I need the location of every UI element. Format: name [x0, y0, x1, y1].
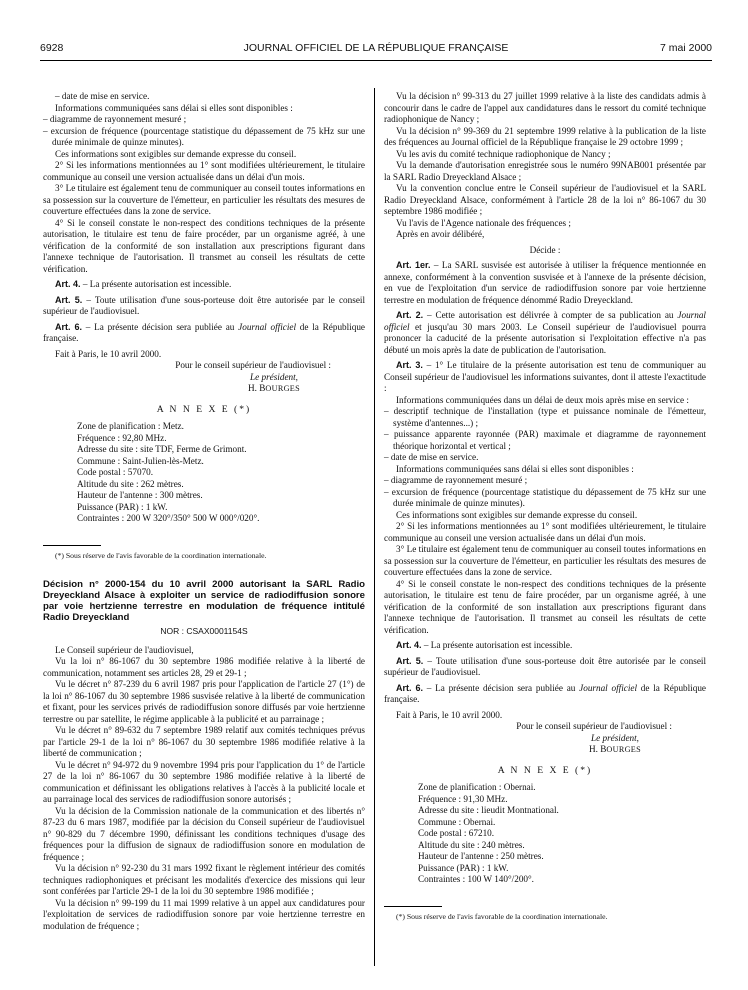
article-3: Art. 3. – 1° Le titulaire de la présente autorisation est tenu de communiquer au Conseil supérieur de l'audiovisuel les informations suivantes, dont il atteste l'exactitude :	[384, 360, 706, 393]
paragraph: Informations communiquées sans délai si elles sont disponibles :	[396, 463, 634, 474]
vu-paragraph: Vu la demande d'autorisation enregistrée sous le numéro 99NAB001 présentée par la SARL Radio Dreyeckland Alsace ;	[384, 160, 706, 182]
paragraph: 4° Si le conseil constate le non-respect des conditions techniques de la présente autorisation, le titulaire est tenu de faire procéder, par un organisme agréé, à une vérification de la conformité de son installation aux prescriptions figurant dans l'annexe technique de l'autorisation. Il transmet au conseil les résultats de cette vérification.	[43, 217, 365, 274]
annex-line: Hauteur de l'antenne : 300 mètres.	[77, 490, 203, 500]
paragraph: Informations communiquées dans un délai de deux mois après mise en service :	[396, 394, 689, 405]
vu-paragraph: Vu le décret n° 87-239 du 6 avril 1987 pris pour l'application de l'article 27 (1°) de la loi n° 86-1067 du 30 septembre 1986 susvisée relative à la liberté de communication et fixant, pour les services privés de radiodiffusion sonore diffusés par voie hertzienne terrestre ou par satellite, le régime applicable à la publicité et au parrainage ;	[43, 679, 365, 724]
page-header	[40, 42, 712, 56]
vu-paragraph: Vu la décision n° 92-230 du 31 mars 1992 fixant le règlement intérieur des comités techniques radiophoniques et précisant les modalités d'exercice des missions qui leur sont conférées par l'article 29-1 de la loi du 30 septembre 1986 modifiée ;	[43, 863, 365, 897]
vu-paragraph: Vu la décision n° 99-199 du 11 mai 1999 relative à un appel aux candidatures pour l'exploitation de services de radiodiffusion sonore par voie hertzienne terrestre en modulation de fréquence ;	[43, 897, 365, 931]
signature-for: Pour le conseil supérieur de l'audiovisuel :	[175, 360, 331, 370]
annex-details	[384, 782, 706, 886]
paragraph: Informations communiquées sans délai si elles sont disponibles :	[55, 102, 293, 113]
article-2: Art. 2. – Cette autorisation est délivrée à compter de sa publication au Journal officiel et jusqu'au 30 mars 2003. Le Conseil supérieur de l'audiovisuel pourra prononcer la caducité de la présente autorisation si l'exploitation effective n'a pas débuté un mois après la date de publication de l'autorisation.	[384, 310, 706, 355]
list-item: – descriptif technique de l'installation (type et puissance nominale de l'émetteur, système d'antennes...) ;	[384, 406, 706, 428]
article-6: Art. 6. – La présente décision sera publiée au Journal officiel de la République française.	[43, 321, 365, 343]
annex-line: Altitude du site : 240 mètres.	[418, 839, 525, 850]
list-item: – diagramme de rayonnement mesuré ;	[384, 475, 528, 485]
annex-line: Puissance (PAR) : 1 kW.	[77, 501, 168, 512]
vu-paragraph: Vu la loi n° 86-1067 du 30 septembre 1986 modifiée relative à la liberté de communication, notamment ses articles 28, 29 et 29-1 ;	[43, 656, 365, 678]
paragraph: – date de mise en service.	[55, 91, 150, 101]
annex-heading: A N N E X E (*)	[156, 403, 252, 415]
vu-paragraph: Vu la décision n° 99-369 du 21 septembre 1999 relative à la publication de la liste des fréquences au Journal officiel de la République française le 29 octobre 1999 ;	[384, 125, 706, 147]
decide-heading: Décide :	[529, 244, 561, 255]
annex-line: Contraintes : 100 W 140°/200°.	[418, 874, 534, 884]
paragraph: Le Conseil supérieur de l'audiovisuel,	[55, 644, 194, 655]
nor-reference: NOR : CSAX0001154S	[160, 626, 248, 637]
annex-line: Zone de planification : Obernai.	[418, 782, 536, 792]
paragraph: 3° Le titulaire est également tenu de communiquer au conseil toutes informations en sa possession sur la couverture de l'émetteur, en particulier les résultats des mesures de couverture effectuées dans la zone de service.	[384, 544, 706, 577]
paragraph: 2° Si les informations mentionnées au 1° sont modifiées ultérieurement, le titulaire communique au conseil une version actualisée dans un délai d'un mois.	[384, 521, 706, 543]
column-divider	[374, 88, 375, 966]
signature-for: Pour le conseil supérieur de l'audiovisuel :	[516, 721, 672, 731]
issue-date: 7 mai 2000	[660, 42, 712, 54]
paragraph: 2° Si les informations mentionnées au 1° sont modifiées ultérieurement, le titulaire communique au conseil une version actualisée dans un délai d'un mois.	[43, 160, 365, 182]
left-column	[43, 91, 365, 932]
list-item: – excursion de fréquence (pourcentage statistique du dépassement de 75 kHz sur une durée minimale de quinze minutes).	[384, 486, 706, 508]
article-4: Art. 4. – La présente autorisation est incessible.	[396, 640, 573, 650]
signature-title: Le président,	[591, 732, 639, 743]
paragraph: Ces informations sont exigibles sur demande expresse du conseil.	[396, 509, 638, 520]
vu-paragraph: Vu la décision n° 99-313 du 27 juillet 1999 relative à la liste des candidats admis à concourir dans le cadre de l'appel aux candidatures dans le ressort du comité technique radiophonique de Nancy ;	[384, 91, 706, 124]
annex-line: Code postal : 57070.	[77, 467, 154, 477]
vu-paragraph: Vu la convention conclue entre le Conseil supérieur de l'audiovisuel et la SARL Radio Dreyeckland Alsace, conformément à l'article 28 de la loi n° 86-1067 du 30 septembre 1986 modifiée ;	[384, 183, 706, 216]
vu-paragraph: Vu la décision de la Commission nationale de la communication et des libertés n° 87-23 du 6 mars 1987, modifiée par la décision du Conseil supérieur de l'audiovisuel n° 90-829 du 7 décembre 1990, définissant les conditions techniques d'usage des fréquences pour la diffusion de signaux de radiodiffusion sonore en modulation de fréquence ;	[43, 805, 365, 862]
vu-paragraph: Après en avoir délibéré,	[396, 229, 485, 239]
annex-line: Hauteur de l'antenne : 250 mètres.	[418, 851, 544, 861]
annex-line: Adresse du site : site TDF, Ferme de Grimont.	[77, 444, 247, 454]
article-6: Art. 6. – La présente décision sera publiée au Journal officiel de la République française.	[384, 682, 706, 704]
fait-line: Fait à Paris, le 10 avril 2000.	[396, 709, 503, 720]
footnote-rule	[43, 545, 101, 546]
list-item: – diagramme de rayonnement mesuré ;	[43, 114, 187, 124]
vu-paragraph: Vu l'avis de l'Agence nationale des fréquences ;	[396, 217, 571, 228]
annex-line: Commune : Obernai.	[418, 816, 496, 827]
footnote: (*) Sous réserve de l'avis favorable de la coordination internationale.	[55, 550, 267, 560]
article-1: Art. 1er. – La SARL susvisée est autorisée à utiliser la fréquence mentionnée en annexe, conformément à la convention susvisée et à l'annexe de la présente décision, en vue de l'exploitation d'un service de radiodiffusion sonore par voie hertzienne terrestre en modulation de fréquence dénommé Radio Dreyeckland.	[384, 260, 706, 305]
header-rule	[40, 60, 712, 61]
annex-line: Fréquence : 92,80 MHz.	[77, 432, 167, 443]
annex-details	[43, 421, 365, 525]
paragraph: 4° Si le conseil constate le non-respect des conditions techniques de la présente autorisation, le titulaire est tenu de faire procéder, par un organisme agréé, à une vérification de la conformité de son installation aux prescriptions figurant dans l'annexe technique de l'autorisation. Il transmet au conseil les résultats de cette vérification.	[384, 578, 706, 635]
annex-line: Fréquence : 91,30 MHz.	[418, 793, 508, 804]
list-item: – puissance apparente rayonnée (PAR) maximale et diagramme de rayonnement théorique horizontal et vertical ;	[384, 429, 706, 451]
journal-title: JOURNAL OFFICIEL DE LA RÉPUBLIQUE FRANÇAISE	[243, 42, 509, 54]
vu-paragraph: Vu le décret n° 89-632 du 7 septembre 1989 relatif aux comités techniques prévus par l'article 29-1 de la loi n° 86-1067 du 30 septembre 1986 modifiée relative à la liberté de communication ;	[43, 725, 365, 759]
paragraph: Ces informations sont exigibles sur demande expresse du conseil.	[55, 148, 297, 159]
annex-line: Puissance (PAR) : 1 kW.	[418, 862, 509, 873]
article-4: Art. 4. – La présente autorisation est incessible.	[55, 279, 232, 289]
annex-heading: A N N E X E (*)	[497, 764, 593, 776]
footnote-rule	[384, 906, 442, 907]
signature-title: Le président,	[250, 371, 298, 382]
footnote: (*) Sous réserve de l'avis favorable de la coordination internationale.	[396, 911, 608, 921]
annex-line: Altitude du site : 262 mètres.	[77, 478, 184, 489]
vu-paragraph: Vu le décret n° 94-972 du 9 novembre 1994 pris pour l'application du 1° de l'article 27 de la loi n° 86-1067 du 30 septembre 1986 modifiée relative à la liberté de communication et définissant les obligations relatives à l'accès à la publicité locale et au parrainage local des services de radiodiffusion sonore autorisés ;	[43, 759, 365, 805]
annex-line: Contraintes : 200 W 320°/350° 500 W 000°/020°.	[77, 513, 260, 523]
vu-paragraph: Vu les avis du comité technique radiophonique de Nancy ;	[396, 148, 611, 159]
signature-name: H. BOURGES	[589, 744, 641, 754]
decision-title: Décision n° 2000-154 du 10 avril 2000 autorisant la SARL Radio Dreyeckland Alsace à exploiter un service de radiodiffusion sonore par voie hertzienne terrestre en modulation de fréquence intitulé Radio Dreyeckland	[43, 578, 365, 624]
list-item: – date de mise en service.	[384, 452, 479, 462]
right-column	[384, 91, 706, 922]
fait-line: Fait à Paris, le 10 avril 2000.	[55, 348, 162, 359]
annex-line: Zone de planification : Metz.	[77, 421, 184, 431]
signature-name: H. BOURGES	[248, 383, 300, 393]
annex-line: Commune : Saint-Julien-lès-Metz.	[77, 455, 204, 466]
annex-line: Adresse du site : lieudit Montnational.	[418, 805, 559, 815]
annex-line: Code postal : 67210.	[418, 828, 495, 838]
article-5: Art. 5. – Toute utilisation d'une sous-porteuse doit être autorisée par le conseil supérieur de l'audiovisuel.	[384, 655, 706, 677]
list-item: – excursion de fréquence (pourcentage statistique du dépassement de 75 kHz sur une durée minimale de quinze minutes).	[43, 125, 365, 147]
paragraph: 3° Le titulaire est également tenu de communiquer au conseil toutes informations en sa possession sur la couverture de l'émetteur, en particulier les résultats des mesures de couverture effectuées dans la zone de service.	[43, 183, 365, 216]
article-5: Art. 5. – Toute utilisation d'une sous-porteuse doit être autorisée par le conseil supérieur de l'audiovisuel.	[43, 294, 365, 316]
page-number: 6928	[40, 42, 64, 54]
